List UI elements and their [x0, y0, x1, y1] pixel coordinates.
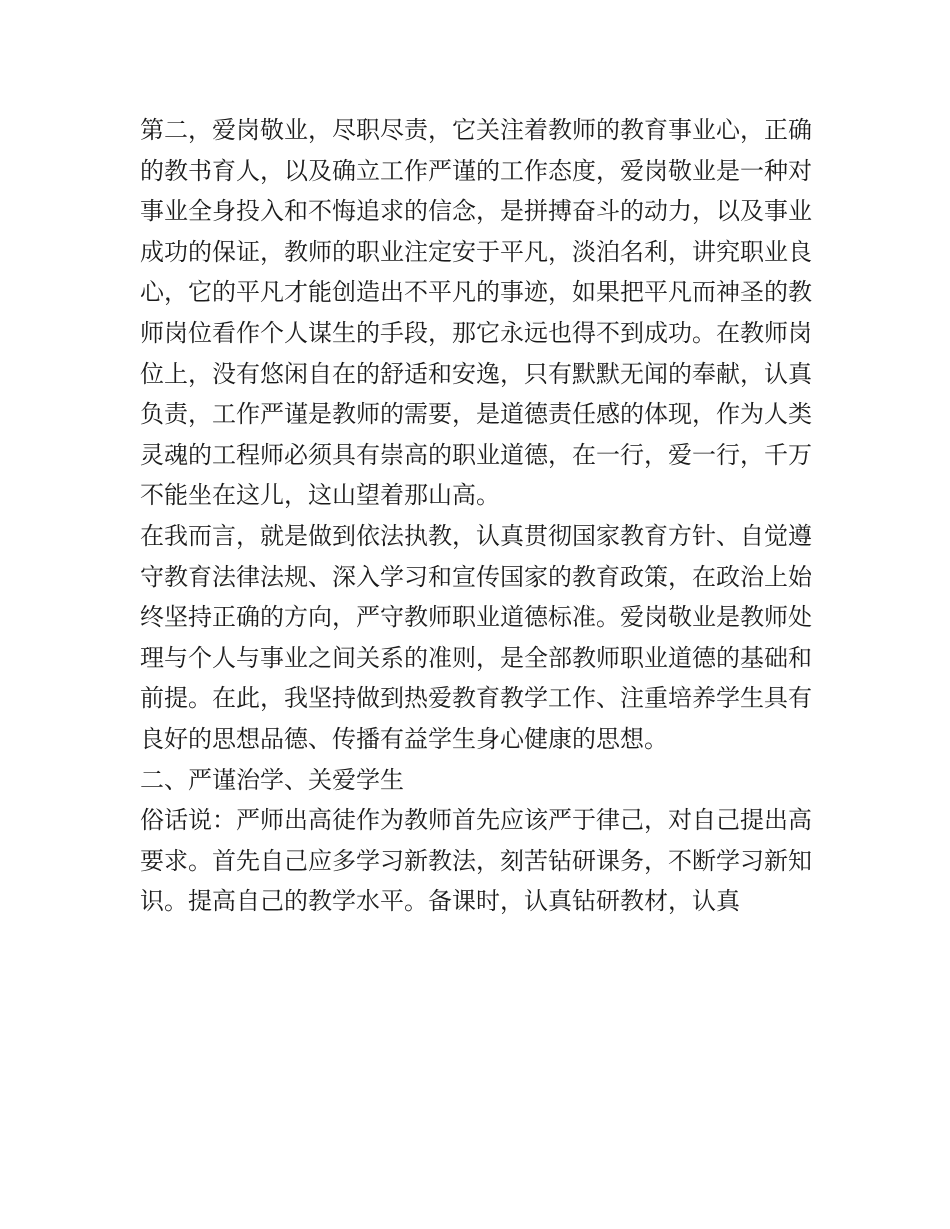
paragraph-dedication: 第二，爱岗敬业，尽职尽责，它关注着教师的教育事业心，正确的教书育人，以及确立工作严谨的工作态度，爱岗敬业是一种对事业全身投入和不悔追求的信念，是拼搏奋斗的动力，以及事业成功的保证，教师的职业注定安于平凡，淡泊名利，讲究职业良心，它的平凡才能创造出不平凡的事迹，如果把平凡而神圣的教师岗位看作个人谋生的手段，那它永远也得不到成功。在教师岗位上，没有悠闲自在的舒适和安逸，只有默默无闻的奉献，认真负责，工作严谨是教师的需要，是道德责任感的体现，作为人类灵魂的工程师必须具有崇高的职业道德，在一行，爱一行，千万不能坐在这儿，这山望着那山高。 — [140, 116, 812, 510]
paragraph-strict-teaching: 俗话说：严师出高徒作为教师首先应该严于律己，对自己提出高要求。首先自己应多学习新教法，刻苦钻研课务，不断学习新知识。提高自己的教学水平。备课时，认真钻研教材，认真 — [140, 806, 812, 916]
section-heading: 二、严谨治学、关爱学生 — [140, 765, 404, 794]
document-body — [140, 110, 812, 922]
paragraph-law-abiding: 在我而言，就是做到依法执教，认真贯彻国家教育方针、自觉遵守教育法律法规、深入学习和宣传国家的教育政策，在政治上始终坚持正确的方向，严守教师职业道德标准。爱岗敬业是教师处理与个人与事业之间关系的准则，是全部教师职业道德的基础和前提。在此，我坚持做到热爱教育教学工作、注重培养学生具有良好的思想品德、传播有益学生身心健康的思想。 — [140, 521, 812, 753]
